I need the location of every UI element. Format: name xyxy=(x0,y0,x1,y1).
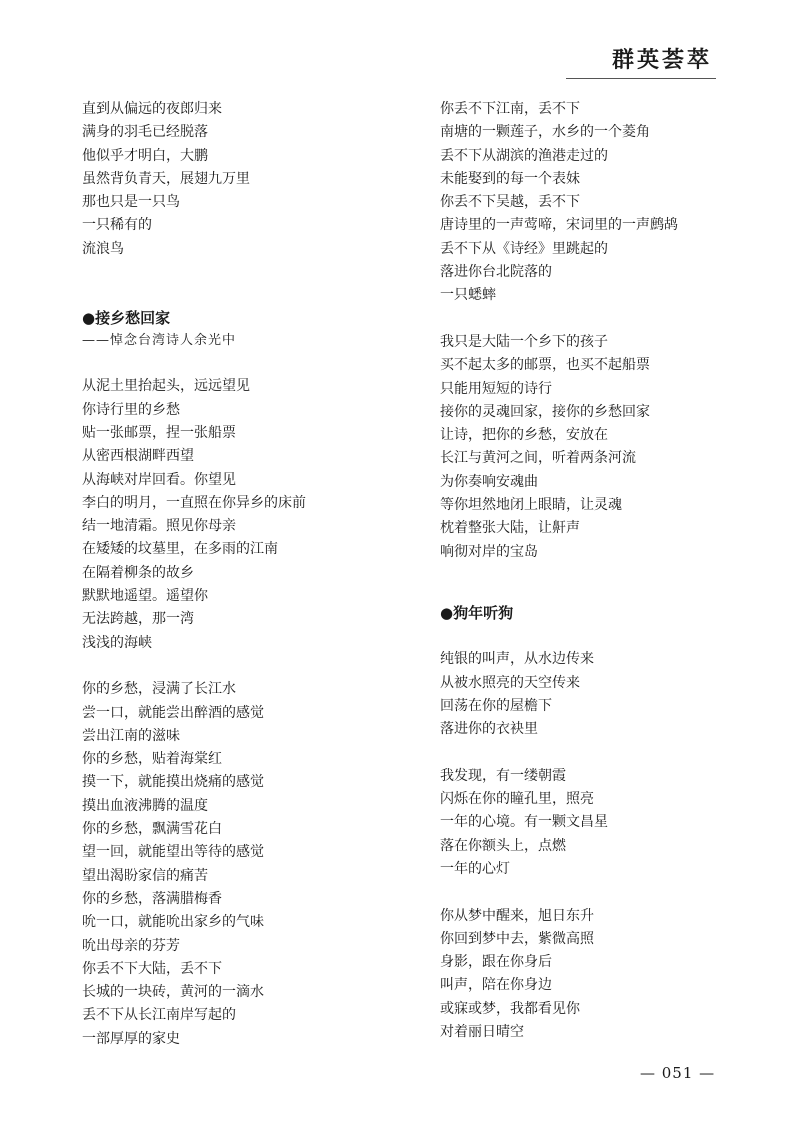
poem-line: 丢不下从《诗经》里跳起的 xyxy=(440,240,608,257)
stanza xyxy=(82,678,402,1051)
poem-line: 一年的心灯 xyxy=(440,860,510,877)
poem-title-gounian-tinggou: ●狗年听狗 xyxy=(440,604,514,623)
poem-line: 在矮矮的坟墓里，在多雨的江南 xyxy=(82,541,278,558)
poem-line: 从泥土里抬起头，远远望见 xyxy=(82,378,250,395)
header-rule xyxy=(566,78,716,79)
section-gap xyxy=(440,587,760,601)
poem-line: 你的乡愁，飘满雪花白 xyxy=(82,821,222,838)
poem-line: 你的乡愁，落满腊梅香 xyxy=(82,890,222,907)
poem-line: 一只蟋蟀 xyxy=(440,287,496,304)
poem-line: 吮出母亲的芬芳 xyxy=(82,937,180,954)
poem-line: 浅浅的海峡 xyxy=(82,634,152,651)
poem-line: 一年的心境。有一颗文昌星 xyxy=(440,814,608,831)
poem-line: 你丢不下江南，丢不下 xyxy=(440,101,580,117)
poem-line: 你的乡愁，贴着海棠红 xyxy=(82,751,222,768)
poem-line: 丢不下从长江南岸写起的 xyxy=(82,1007,236,1024)
section-gap xyxy=(82,284,402,306)
poem-line: 你的乡愁，浸满了长江水 xyxy=(82,681,236,698)
poem-line: 等你坦然地闭上眼睛，让灵魂 xyxy=(440,497,622,514)
poem-line: 落进你的衣袂里 xyxy=(440,721,538,738)
poem-line: 摸一下，就能摸出烧痛的感觉 xyxy=(82,774,264,791)
poem-line: 落在你额头上，点燃 xyxy=(440,837,566,854)
poem-subtitle: ——悼念台湾诗人余光中 xyxy=(82,333,237,349)
poem-line: 那也只是一只鸟 xyxy=(82,194,180,211)
poem-line: 无法跨越，那一湾 xyxy=(82,611,194,628)
poem-line: 响彻对岸的宝岛 xyxy=(440,543,538,560)
poem-line: 你诗行里的乡愁 xyxy=(82,401,180,418)
stanza xyxy=(440,648,760,741)
poem-line: 虽然背负青天，展翅九万里 xyxy=(82,170,250,187)
poem-line: 或寐或梦，我都看见你 xyxy=(440,1000,580,1017)
stanza xyxy=(440,331,760,564)
poem-line: 叫声，陪在你身边 xyxy=(440,977,552,994)
poem-line: 对着丽日晴空 xyxy=(440,1023,524,1040)
poem-line: 身影，跟在你身后 xyxy=(440,954,552,971)
poem-title-jie-xiangchou: ●接乡愁回家 xyxy=(82,309,171,328)
poem-line: 李白的明月，一直照在你异乡的床前 xyxy=(82,494,306,511)
poem-line: 在隔着柳条的故乡 xyxy=(82,564,194,581)
section-header xyxy=(566,46,716,79)
poem-line: 南塘的一颗莲子，水乡的一个菱角 xyxy=(440,124,650,141)
poem-line: 吮一口，就能吮出家乡的气味 xyxy=(82,914,264,931)
page-number: — 051 — xyxy=(640,1064,716,1082)
poem-line: 尝一口，就能尝出醉酒的感觉 xyxy=(82,704,264,721)
poem-line: 直到从偏远的夜郎归来 xyxy=(82,101,222,117)
poem-line: 从海峡对岸回看。你望见 xyxy=(82,471,236,488)
poem-line: 望一回，就能望出等待的感觉 xyxy=(82,844,264,861)
stanza xyxy=(82,375,402,655)
stanza xyxy=(440,98,760,308)
poem-line: 落进你台北院落的 xyxy=(440,264,552,281)
poem-line: 一只稀有的 xyxy=(82,217,152,234)
poem-line: 从被水照亮的天空传来 xyxy=(440,674,580,691)
poem-line: 默默地遥望。遥望你 xyxy=(82,588,208,605)
poem-line: 我只是大陆一个乡下的孩子 xyxy=(440,333,608,350)
poem-line: 让诗，把你的乡愁，安放在 xyxy=(440,427,608,444)
poem-line: 望出渴盼家信的痛苦 xyxy=(82,867,208,884)
poem-line: 纯银的叫声，从水边传来 xyxy=(440,651,594,668)
poem-line: 摸出血液沸腾的温度 xyxy=(82,797,208,814)
left-column xyxy=(82,98,402,1074)
poem-line: 从密西根湖畔西望 xyxy=(82,448,194,465)
poem-line: 贴一张邮票，捏一张船票 xyxy=(82,424,236,441)
poem-line: 闪烁在你的瞳孔里，照亮 xyxy=(440,791,594,808)
poem-line: 买不起太多的邮票，也买不起船票 xyxy=(440,357,650,374)
poem-line: 尝出江南的滋味 xyxy=(82,727,180,744)
poem-line: 接你的灵魂回家，接你的乡愁回家 xyxy=(440,403,650,420)
poem-line: 他似乎才明白，大鹏 xyxy=(82,147,208,164)
poem-line: 只能用短短的诗行 xyxy=(440,380,552,397)
intro-stanza xyxy=(82,98,402,261)
poem-line: 未能娶到的每一个表妹 xyxy=(440,170,580,187)
poem-line: 流浪鸟 xyxy=(82,240,124,257)
poem-line: 你从梦中醒来，旭日东升 xyxy=(440,907,594,924)
poem-line: 丢不下从湖滨的渔港走过的 xyxy=(440,147,608,164)
poem-line: 长江与黄河之间，听着两条河流 xyxy=(440,450,636,467)
poem-line: 为你奏响安魂曲 xyxy=(440,473,538,490)
right-column xyxy=(440,98,760,1068)
stanza xyxy=(440,905,760,1045)
poem-line: 你回到梦中去，紫微高照 xyxy=(440,930,594,947)
poem-line: 长城的一块砖，黄河的一滴水 xyxy=(82,984,264,1001)
poem-line: 一部厚厚的家史 xyxy=(82,1030,180,1047)
section-title: 群英荟萃 xyxy=(611,47,712,73)
poem-line: 结一地清霜。照见你母亲 xyxy=(82,518,236,535)
stanza xyxy=(440,765,760,881)
poem-line: 我发现，有一缕朝霞 xyxy=(440,767,566,784)
poem-line: 回荡在你的屋檐下 xyxy=(440,697,552,714)
poem-line: 满身的羽毛已经脱落 xyxy=(82,124,208,141)
poem-line: 枕着整张大陆，让鼾声 xyxy=(440,520,580,537)
poem-line: 你丢不下大陆，丢不下 xyxy=(82,960,222,977)
poem-line: 唐诗里的一声莺啼，宋词里的一声鹧鸪 xyxy=(440,217,678,234)
poem-line: 你丢不下吴越，丢不下 xyxy=(440,194,580,211)
